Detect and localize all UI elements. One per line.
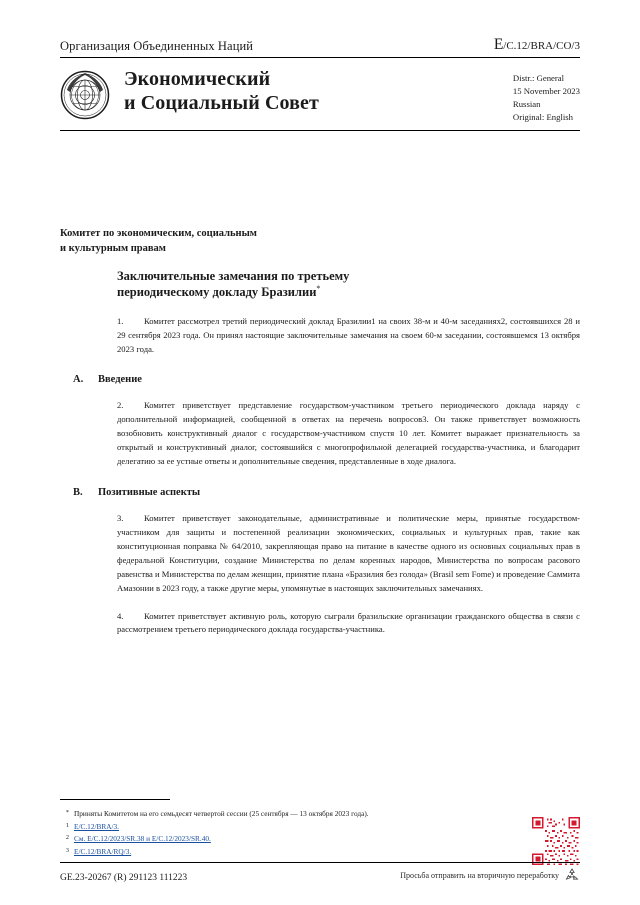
section-heading-a xyxy=(60,374,580,385)
footnote-link[interactable]: E/C.12/BRA/RQ/3. xyxy=(74,847,132,857)
page-header xyxy=(60,36,580,131)
page-title-line1: Заключительные замечания по третьему xyxy=(117,269,350,283)
document-symbol-suffix: /C.12/BRA/CO/3 xyxy=(503,40,580,52)
document-symbol xyxy=(494,36,580,54)
committee-name-line1: Комитет по экономическим, социальным xyxy=(60,228,257,239)
un-emblem-icon xyxy=(60,70,110,120)
footnote-text: Приняты Комитетом на его семьдесят четвертой сессии (25 сентября — 13 октября 2023 года). xyxy=(74,808,369,818)
page-footer xyxy=(60,862,580,883)
recycle-note xyxy=(400,867,580,883)
distribution-block xyxy=(513,72,580,124)
section-title: Позитивные аспекты xyxy=(98,487,201,499)
page-title xyxy=(117,268,537,301)
paragraph-text: Комитет приветствует представление государством-участником третьего периодического доклада наряду с дополнительной информацией, сообщенной в ответах на перечень вопросов3. Он также приветствует возможность возобновить конструктивный диалог с государством-участником спустя 10 лет. Комитет выражает признательность за открытый и конструктивный диалог, состоявшийся с многопрофильной делегацией государства-участника, и благодарит делегатию за ее устные ответы и дополнительные сведения, представленные в ходе диалога. xyxy=(117,400,580,467)
document-symbol-prefix: E xyxy=(493,36,504,53)
document-date: 15 November 2023 xyxy=(512,86,580,97)
paragraph-4 xyxy=(117,610,580,638)
recycle-icon xyxy=(564,867,580,883)
masthead-title-line1: Экономический xyxy=(124,68,271,90)
masthead-title xyxy=(124,68,319,115)
paragraph-text: Комитет приветствует законодательные, административные и политические меры, принятые государством-участником для защиты и постепенной реализации экономических, социальных и культурных прав, такие как конституционная поправка № 64/2010, закрепляющая право на питание в качестве одного из основных социальных прав в федеральной Конституции, создание Министерства по делам коренных народов, Министерства по вопросам расового равенства и Министерства по делам женщин, принятие плана «Бразилия без голода» (Brasil sem Fome) и проведение Саммита Амазонии в 2023 году, а также другие меры, упомянутые в настоящих заключительных замечаниях. xyxy=(117,513,580,593)
section-title: Введение xyxy=(98,374,142,386)
footnote-2 xyxy=(60,833,580,845)
footnote-asterisk xyxy=(60,808,580,820)
committee-name-line2: и культурным правам xyxy=(60,243,166,255)
paragraph-text: Комитет приветствует активную роль, которую сыграли бразильские организации гражданского общества в связи с рассмотрением третьего периодического доклада государства-участника. xyxy=(117,610,580,635)
masthead-divider xyxy=(60,130,580,131)
qr-code-icon xyxy=(532,817,580,865)
paragraph-number: 1. xyxy=(117,315,124,326)
masthead xyxy=(60,68,580,123)
page-title-line2 xyxy=(117,284,537,300)
footnote-3 xyxy=(60,846,580,858)
distribution-label: Distr.: General xyxy=(512,73,565,83)
section-letter: A. xyxy=(73,374,84,386)
footnote-marker: * xyxy=(65,808,69,816)
paragraph-3 xyxy=(117,512,580,596)
original-language: Original: English xyxy=(512,112,574,123)
footnote-marker: 1 xyxy=(65,821,69,829)
footnote-marker: 2 xyxy=(65,834,69,842)
paragraph-number: 4. xyxy=(117,610,124,621)
organization-line xyxy=(60,36,580,58)
document-language: Russian xyxy=(512,99,541,110)
footnote-divider xyxy=(60,799,170,800)
document-code: GE.23-20267 (R) 291123 111223 xyxy=(60,873,188,883)
masthead-title-line2: и Социальный Совет xyxy=(124,91,319,114)
paragraph-number: 2. xyxy=(117,400,124,411)
page-title-footnote-marker: * xyxy=(316,284,321,294)
document-body xyxy=(60,268,580,637)
footnote-link[interactable]: E/C.12/BRA/3. xyxy=(74,821,120,831)
footnotes xyxy=(60,808,580,859)
footnote-link[interactable]: См. E/C.12/2023/SR.38 и E/C.12/2023/SR.40. xyxy=(74,834,211,844)
recycle-note-text: Просьба отправить на вторичную переработку xyxy=(400,870,559,880)
committee-name xyxy=(60,226,580,256)
paragraph-number: 3. xyxy=(117,513,124,524)
footnote-marker: 3 xyxy=(65,847,69,855)
section-heading-b xyxy=(60,487,580,498)
footnote-1 xyxy=(60,821,580,833)
page-title-line2-text: периодическому докладу Бразилии xyxy=(117,285,317,300)
paragraph-text: Комитет рассмотрел третий периодический доклад Бразилии1 на своих 38-м и 40-м заседаниях2, состоявшихся 28 и 29 сентября 2023 года. Он принял настоящие заключительные замечания на своем 60-м заседании, состоявшемся 13 октября 2023 года. xyxy=(117,315,580,354)
paragraph-1 xyxy=(117,315,580,357)
organization-name: Организация Объединенных Наций xyxy=(60,39,254,53)
section-letter: B. xyxy=(73,487,83,499)
paragraph-2 xyxy=(117,399,580,469)
